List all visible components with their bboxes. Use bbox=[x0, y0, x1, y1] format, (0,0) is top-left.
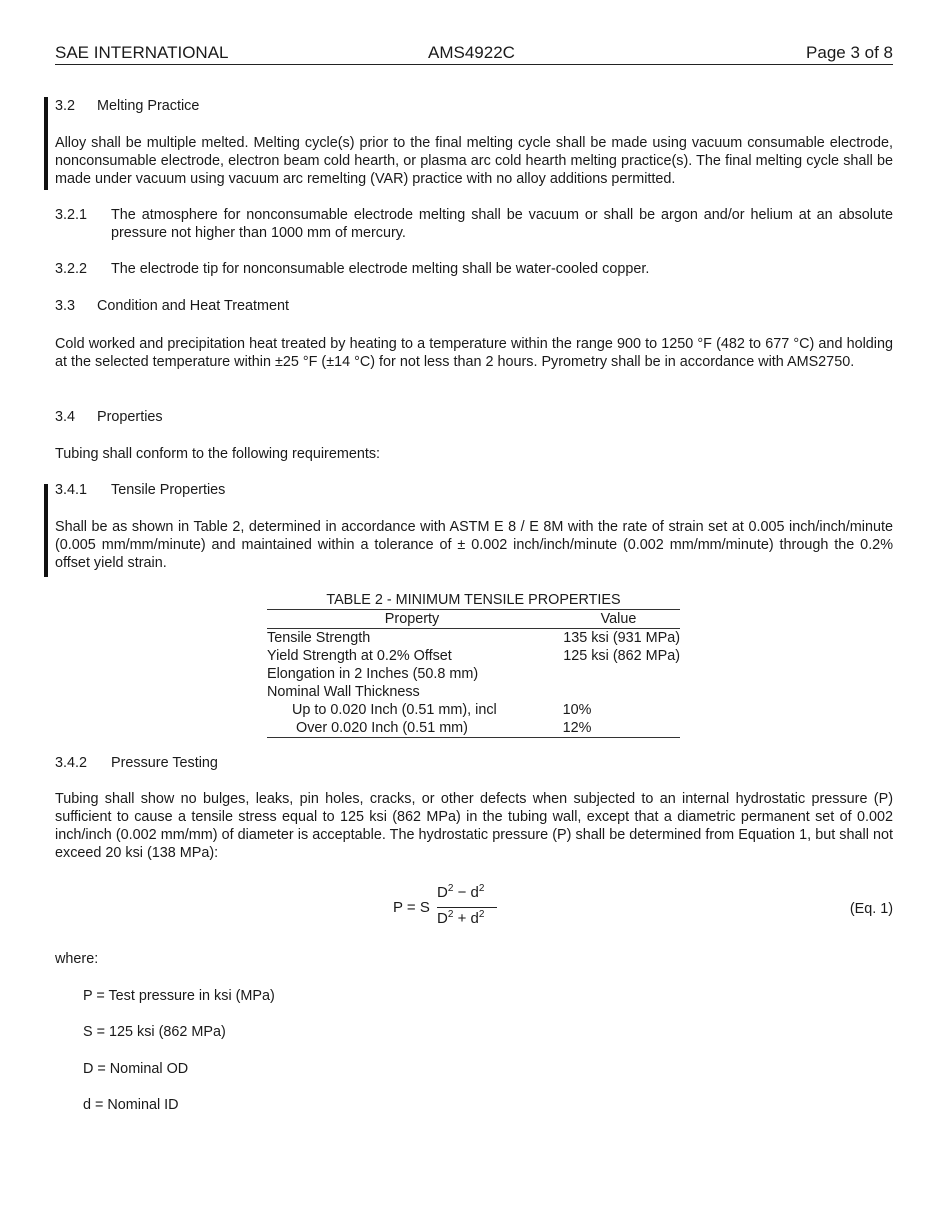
section-number: 3.4.1 bbox=[55, 482, 88, 498]
header-page-number: Page 3 of 8 bbox=[806, 43, 893, 62]
section-title: Tensile Properties bbox=[111, 482, 226, 498]
page-header bbox=[55, 44, 893, 65]
cell-value: 12% bbox=[562, 720, 592, 736]
table-caption: TABLE 2 - MINIMUM TENSILE PROPERTIES bbox=[267, 591, 680, 610]
section-3-2-body: Alloy shall be multiple melted. Melting cycle(s) prior to the final melting cycle shall be made using vacuum consumable electrode, nonconsumable electrode, electron beam cold hearth, or plasma arc cold hearth melting practice(s). The final melting cycle shall be made under vacuum using vacuum arc remelting (VAR) practice with no alloy additions permitted. bbox=[55, 135, 893, 187]
column-header-property: Property bbox=[384, 611, 440, 627]
document-page bbox=[55, 0, 893, 1230]
where-item: D = Nominal OD bbox=[83, 1061, 189, 1077]
header-org: SAE INTERNATIONAL bbox=[55, 43, 229, 62]
revision-bar-3-4-1 bbox=[44, 484, 48, 577]
table-2 bbox=[267, 591, 680, 738]
cell-value: 135 ksi (931 MPa) bbox=[563, 630, 680, 646]
cell-property: Elongation in 2 Inches (50.8 mm) bbox=[267, 666, 479, 682]
section-3-2-1 bbox=[55, 206, 893, 242]
equation-numerator: $D^2 - d^2$ bbox=[437, 883, 485, 901]
where-item: S = 125 ksi (862 MPa) bbox=[83, 1024, 226, 1040]
section-3-2-heading bbox=[55, 97, 200, 115]
section-3-2-2 bbox=[55, 260, 893, 278]
section-3-3-heading bbox=[55, 297, 289, 315]
cell-property: Up to 0.020 Inch (0.51 mm), incl bbox=[292, 702, 497, 718]
equation-lhs: P = S bbox=[393, 899, 430, 916]
section-number: 3.2.2 bbox=[55, 261, 88, 277]
where-label: where: bbox=[55, 951, 99, 967]
section-number: 3.3 bbox=[55, 298, 76, 314]
section-3-4-2-heading bbox=[55, 754, 218, 772]
section-title: Melting Practice bbox=[97, 98, 200, 114]
header-doc-number: AMS4922C bbox=[428, 43, 515, 62]
where-item: d = Nominal ID bbox=[83, 1097, 179, 1113]
section-3-4-body: Tubing shall conform to the following requirements: bbox=[55, 446, 381, 462]
cell-property: Over 0.020 Inch (0.51 mm) bbox=[296, 720, 468, 736]
equation-denominator: $D^2 + d^2$ bbox=[437, 909, 485, 927]
revision-bar-3-2 bbox=[44, 97, 48, 190]
fraction-bar bbox=[437, 907, 497, 908]
section-title: Condition and Heat Treatment bbox=[97, 298, 289, 314]
table-row bbox=[267, 719, 680, 738]
section-3-4-1-heading bbox=[55, 481, 226, 499]
section-title: Properties bbox=[97, 409, 163, 425]
column-header-value: Value bbox=[600, 611, 637, 627]
cell-property: Nominal Wall Thickness bbox=[267, 684, 420, 700]
cell-property: Tensile Strength bbox=[267, 630, 371, 646]
section-3-3-body: Cold worked and precipitation heat treated by heating to a temperature within the range 900 to 1250 °F (482 to 677 °C) and holding at the selected temperature within ±25 °F (±14 °C) for not less than 2 hours. Pyrometry shall be in accordance with AMS2750. bbox=[55, 336, 893, 370]
section-body: The atmosphere for nonconsumable electrode melting shall be vacuum or shall be argon and/or helium at an absolute pressure not higher than 1000 mm of mercury. bbox=[111, 207, 893, 241]
table-row bbox=[267, 647, 680, 665]
section-number: 3.4 bbox=[55, 409, 76, 425]
where-item: P = Test pressure in ksi (MPa) bbox=[83, 988, 275, 1004]
table-row bbox=[267, 683, 680, 701]
table-header-row bbox=[267, 610, 680, 629]
cell-value: 125 ksi (862 MPa) bbox=[563, 648, 680, 664]
table-row bbox=[267, 701, 680, 719]
table-row bbox=[267, 629, 680, 647]
section-3-4-heading bbox=[55, 408, 163, 426]
table-row bbox=[267, 665, 680, 683]
equation-label: (Eq. 1) bbox=[849, 901, 893, 917]
section-body: The electrode tip for nonconsumable electrode melting shall be water-cooled copper. bbox=[111, 261, 650, 277]
section-number: 3.2 bbox=[55, 98, 76, 114]
cell-value: 10% bbox=[562, 702, 592, 718]
section-3-4-1-body: Shall be as shown in Table 2, determined in accordance with ASTM E 8 / E 8M with the rate of strain set at 0.005 inch/inch/minute (0.005 mm/mm/minute) and maintained within a tolerance of ± 0.002 inch/inch/minute (0.002 mm/mm/minute) through the 0.2% offset yield strain. bbox=[55, 519, 893, 571]
section-title: Pressure Testing bbox=[111, 755, 218, 771]
cell-property: Yield Strength at 0.2% Offset bbox=[267, 648, 452, 664]
section-3-4-2-body: Tubing shall show no bulges, leaks, pin holes, cracks, or other defects when subjected to an internal hydrostatic pressure (P) sufficient to cause a tensile stress equal to 125 ksi (862 MPa) in the tubing wall, except that a diametric permanent set of 0.002 inch/inch (0.002 mm/mm) of diameter is acceptable. The hydrostatic pressure (P) shall be determined from Equation 1, but shall not exceed 20 ksi (138 MPa): bbox=[55, 791, 893, 861]
section-number: 3.4.2 bbox=[55, 755, 88, 771]
section-number: 3.2.1 bbox=[55, 207, 88, 223]
